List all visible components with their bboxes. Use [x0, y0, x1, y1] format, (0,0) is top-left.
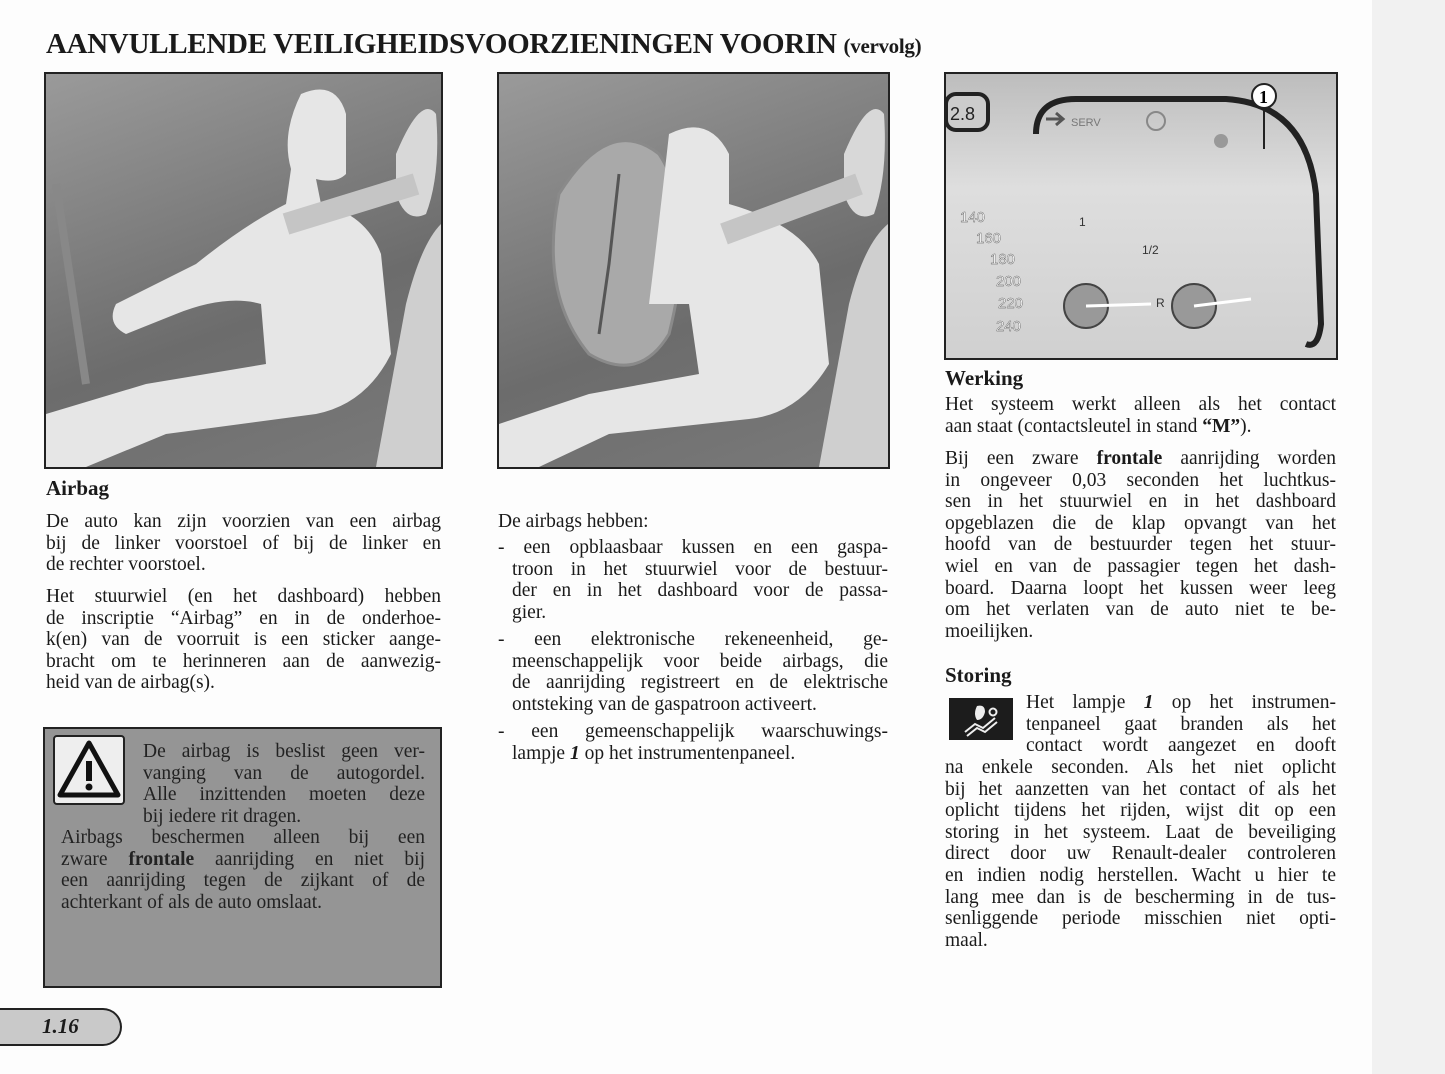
text-line: bracht om te herinneren aan de aanwezig-	[46, 650, 441, 672]
text-line: senliggende periode misschien niet opti-	[945, 908, 1336, 930]
page-edge	[1372, 0, 1445, 1074]
figure-airbag-deployed	[497, 72, 890, 469]
text-line: k(en) van de voorruit is een sticker aange-	[46, 629, 441, 651]
fuel-label: 1/2	[1142, 243, 1159, 257]
title-main: AANVULLENDE VEILIGHEIDSVOORZIENINGEN VOORIN	[46, 28, 837, 60]
text-line: na enkele seconden. Als het niet oplicht	[945, 757, 1336, 778]
list-item	[498, 537, 888, 623]
speed-label: 160	[976, 230, 1002, 247]
fuel-label: 1	[1079, 215, 1086, 229]
text-line: moeilijken.	[945, 620, 1034, 642]
heading-storing: Storing	[945, 663, 1012, 687]
text-line: aan staat (contactsleutel in stand “M”).	[945, 415, 1252, 437]
text-line: Het systeem werkt alleen als het contact	[945, 394, 1336, 415]
text-line: de rechter voorstoel.	[46, 554, 206, 576]
text-line: de inscriptie “Airbag” en in de onderhoe-	[46, 607, 441, 629]
serv-label: SERV	[1071, 117, 1101, 129]
paragraph	[945, 394, 1336, 437]
title-suffix: (vervolg)	[843, 34, 922, 58]
text-line: - een opblaasbaar kussen en een gaspa-	[498, 537, 888, 558]
text-line: troon in het stuurwiel voor de bestuur-	[512, 558, 888, 580]
text-line: om het verlaten van de auto niet te be-	[945, 599, 1336, 621]
text-line: lampje 1 op het instrumentenpaneel.	[512, 742, 796, 764]
airbag-illustration	[499, 74, 888, 467]
text-line: storing in het systeem. Laat de beveiliging	[945, 821, 1336, 843]
text-line: De auto kan zijn voorzien van een airbag	[46, 511, 441, 532]
text-line: gier.	[512, 601, 547, 623]
warning-text-top	[143, 741, 425, 827]
paragraph	[46, 586, 441, 694]
warning-box	[43, 727, 442, 988]
paragraph	[1026, 692, 1336, 757]
text-line: ontsteking van de gaspatroon activeert.	[512, 693, 817, 715]
instrument-panel-illustration	[946, 74, 1336, 358]
text-line: hoofd van de bestuurder tegen het stuur-	[945, 534, 1336, 556]
text-line: zware frontale aanrijding en niet bij	[61, 848, 425, 870]
text-line: - een gemeenschappelijk waarschuwings-	[498, 721, 888, 742]
airbag-warning-lamp-icon	[949, 698, 1013, 740]
speed-label: 220	[998, 295, 1024, 312]
figure-driver-seated	[44, 72, 443, 469]
intro-text	[498, 511, 888, 533]
text-line: vanging van de autogordel.	[143, 762, 425, 784]
text-line: der en in het dashboard voor de passa-	[512, 580, 888, 602]
speed-label: 240	[996, 318, 1022, 335]
text-line: - een elektronische rekeneenheid, ge-	[498, 629, 888, 650]
speed-label: 200	[996, 273, 1022, 290]
fuel-label: R	[1156, 296, 1165, 310]
text-line: Het lampje 1 op het instrumen-	[1026, 692, 1337, 713]
paragraph	[46, 511, 441, 576]
text-line: contact wordt aangezet en dooft	[1026, 735, 1336, 757]
speed-label: 140	[960, 209, 986, 226]
text-line: bij de linker voorstoel of bij de linker en	[46, 532, 441, 554]
text-line: bij iedere rit dragen.	[143, 805, 302, 827]
callout-1: 1	[1259, 87, 1268, 107]
driver-illustration	[46, 74, 441, 467]
text-line: maal.	[945, 929, 988, 951]
speed-label: 180	[990, 251, 1016, 268]
text-line: opgeblazen die de klap opvangt van het	[945, 512, 1336, 534]
text-line: een aanrijding tegen de zijkant of de	[61, 870, 425, 892]
text-line: Airbags beschermen alleen bij een	[61, 827, 425, 848]
paragraph	[945, 757, 1336, 951]
list-item	[498, 629, 888, 715]
text-line: bij het aanzetten van het contact of als het	[945, 778, 1336, 800]
text-line: lang mee dan is de bescherming in de tus-	[945, 886, 1336, 908]
text-line: De airbags hebben:	[498, 511, 649, 532]
text-line: board. Daarna loopt het kussen weer leeg	[945, 577, 1336, 599]
list-item	[498, 721, 888, 764]
paragraph	[945, 448, 1336, 642]
display-readout: 2.8	[950, 104, 976, 124]
page-title	[46, 28, 921, 61]
text-line: sen in het stuurwiel en in het dashboard	[945, 491, 1336, 513]
text-line: wiel en van de passagier tegen het dash-	[945, 555, 1336, 577]
page-number: 1.16	[42, 1014, 79, 1038]
text-line: achterkant of als de auto omslaat.	[61, 891, 322, 913]
heading-werking: Werking	[945, 366, 1024, 390]
text-line: meenschappelijk voor beide airbags, die	[512, 650, 888, 672]
page-number-tab	[0, 1008, 122, 1046]
text-line: de aanrijding registreert en de elektrische	[512, 672, 888, 694]
text-line: Alle inzittenden moeten deze	[143, 784, 425, 806]
text-line: tenpaneel gaat branden als het	[1026, 713, 1336, 735]
text-line: heid van de airbag(s).	[46, 672, 215, 694]
text-line: en indien nodig herstellen. Wacht u hier te	[945, 864, 1336, 886]
text-line: Bij een zware frontale aanrijding worden	[945, 448, 1336, 469]
text-line: Het stuurwiel (en het dashboard) hebben	[46, 586, 441, 607]
heading-airbag: Airbag	[46, 476, 109, 500]
text-line: in ongeveer 0,03 seconden het luchtkus-	[945, 469, 1336, 491]
figure-instrument-panel	[944, 72, 1338, 360]
warning-text-bottom	[61, 827, 425, 913]
text-line: De airbag is beslist geen ver-	[143, 741, 425, 762]
warning-triangle-icon	[53, 735, 125, 805]
text-line: direct door uw Renault-dealer controleren	[945, 843, 1336, 865]
text-line: oplicht tijdens het rijden, wijst dit op een	[945, 800, 1336, 822]
